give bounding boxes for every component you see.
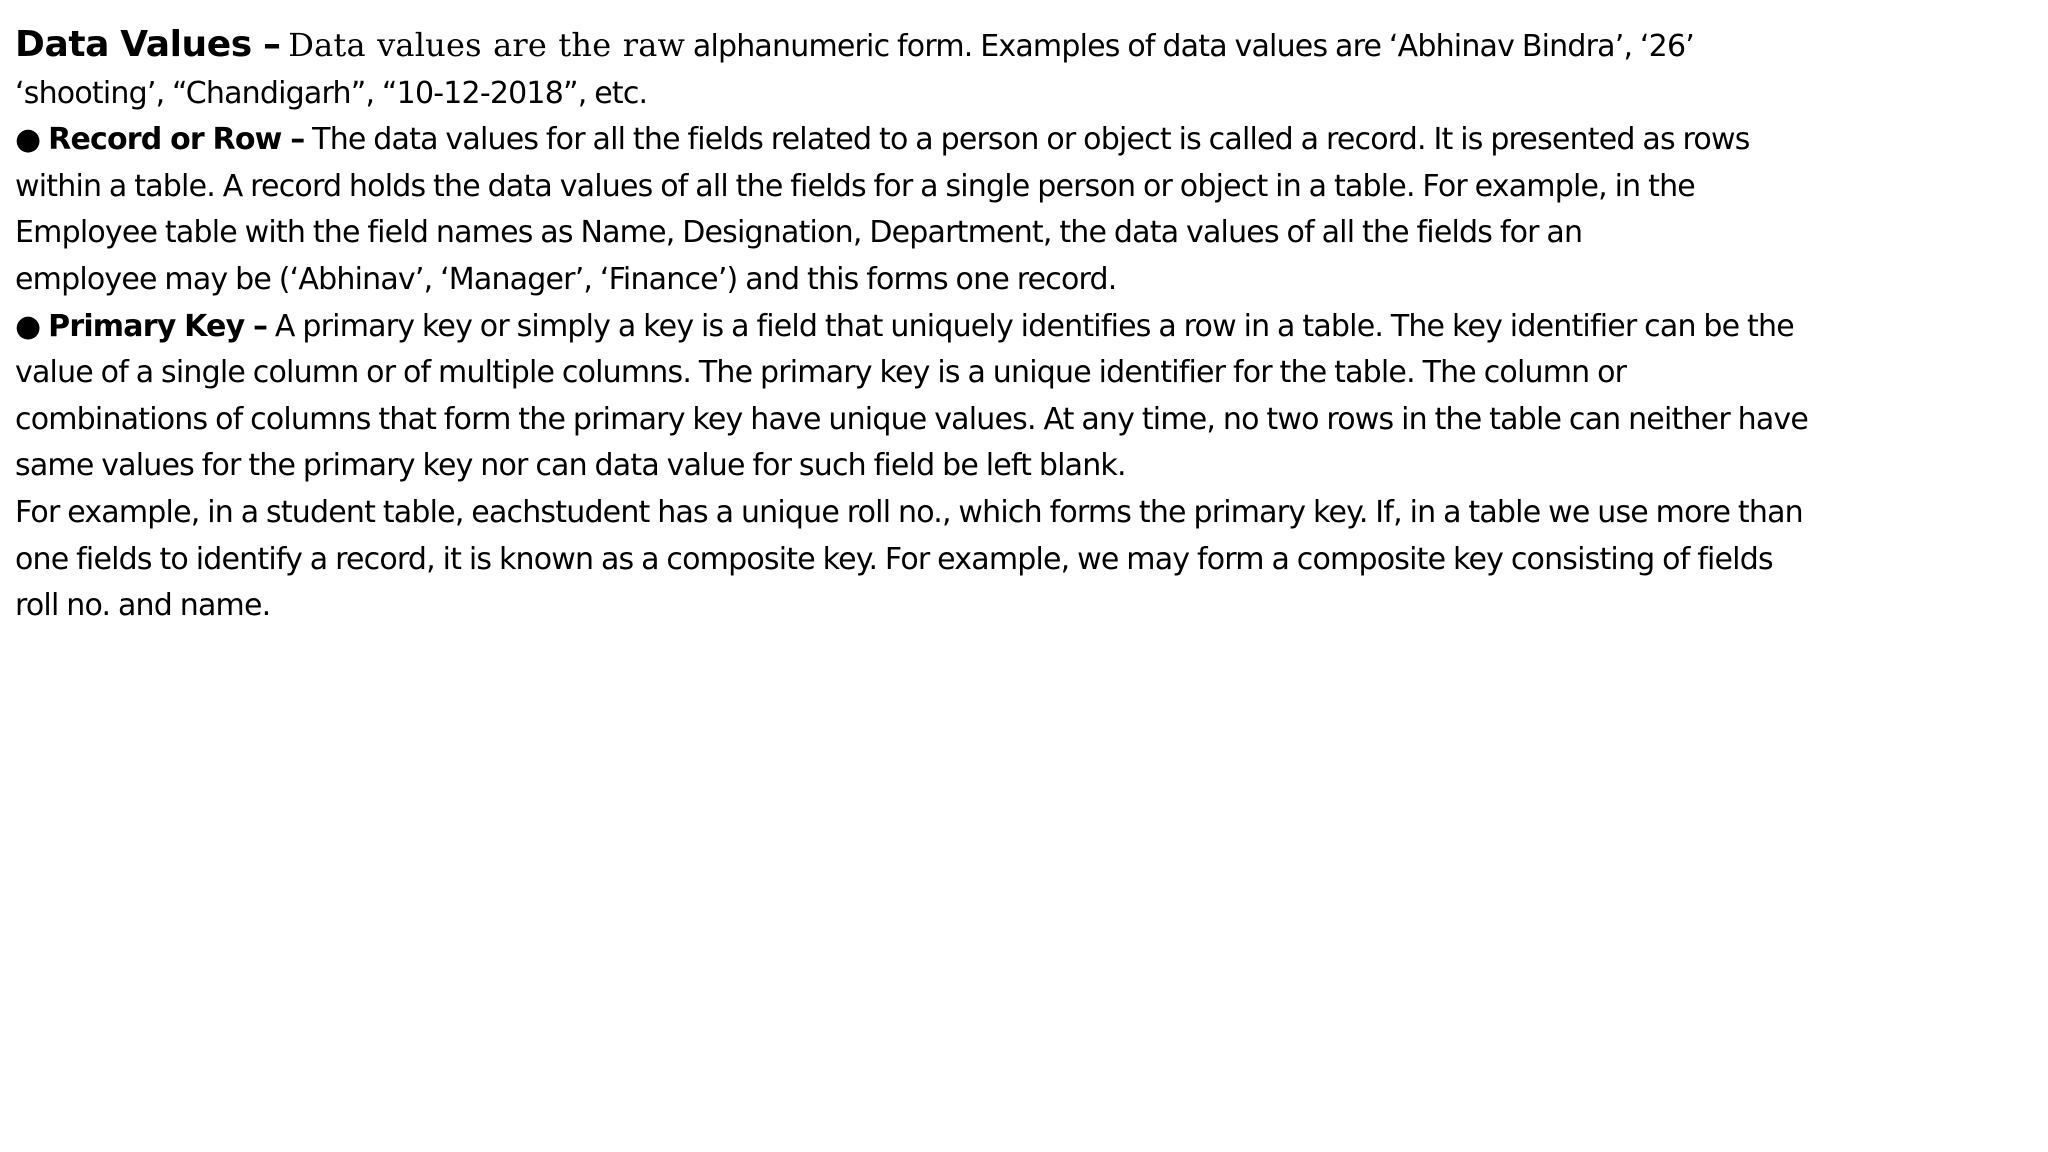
bullet-icon: ● (15, 308, 41, 344)
primary-key-line-2: value of a single column or of multiple columns. The primary key is a unique identifier for the table. The column or (15, 355, 1627, 391)
record-row-paragraph (15, 117, 2030, 303)
data-values-paragraph (15, 22, 2030, 117)
data-values-serif-text: Data values are the raw (288, 26, 686, 64)
example-line-1: For example, in a student table, eachstudent has a unique roll no., which forms the primary key. If, in a table we use more than (15, 494, 1803, 530)
data-values-text-1: alphanumeric form. Examples of data values are ‘Abhinav Bindra’, ‘26’ (692, 29, 1694, 64)
example-line-2: one fields to identify a record, it is known as a composite key. For example, we may form a composite key consisting of fields (15, 541, 1773, 577)
record-row-term: Record or Row – (48, 122, 305, 158)
document-body (15, 22, 2030, 630)
record-row-line-1 (15, 117, 2030, 164)
record-row-line-3: Employee table with the field names as Name, Designation, Department, the data values of all the fields for an (15, 215, 1583, 251)
primary-key-paragraph (15, 304, 2030, 490)
primary-key-line-3: combinations of columns that form the primary key have unique values. At any time, no two rows in the table can neither have (15, 401, 1809, 437)
data-values-line-2: ‘shooting’, “Chandigarh”, “10-12-2018”, etc. (15, 75, 648, 111)
record-row-text-1: The data values for all the fields related to a person or object is called a record. It is presented as rows (312, 122, 1750, 158)
primary-key-line-1 (15, 304, 2030, 351)
primary-key-term: Primary Key – (48, 308, 268, 344)
example-paragraph (15, 490, 2030, 630)
data-values-term: Data Values – (15, 24, 281, 65)
data-values-line-1 (15, 22, 2030, 71)
record-row-line-2: within a table. A record holds the data values of all the fields for a single person or object in a table. For example, in the (15, 168, 1695, 204)
bullet-icon: ● (15, 122, 41, 158)
primary-key-text-1: A primary key or simply a key is a field that uniquely identifies a row in a table. The key identifier can be the (274, 308, 1794, 344)
record-row-line-4: employee may be (‘Abhinav’, ‘Manager’, ‘Finance’) and this forms one record. (15, 261, 1117, 297)
primary-key-line-4: same values for the primary key nor can data value for such field be left blank. (15, 448, 1126, 484)
example-line-3: roll no. and name. (15, 588, 271, 624)
